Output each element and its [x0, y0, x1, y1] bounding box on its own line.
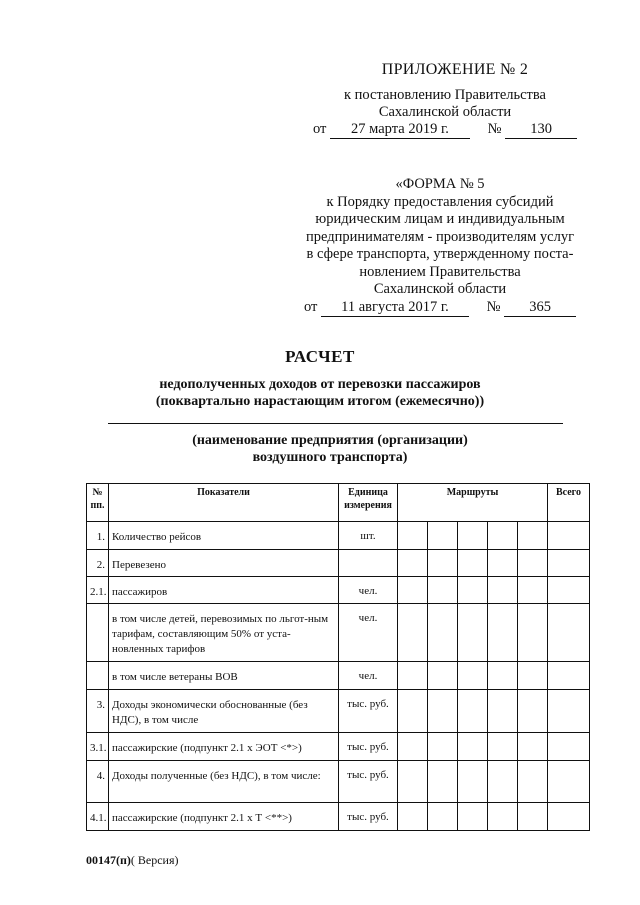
- route-cell: [488, 803, 518, 831]
- route-cell: [518, 522, 548, 550]
- row-unit: тыс. руб.: [339, 761, 398, 803]
- route-cell: [488, 690, 518, 733]
- route-cell: [488, 550, 518, 577]
- row-name: пассажирские (подпункт 2.1 х Т <**>): [109, 803, 339, 831]
- form-line: юридическим лицам и индивидуальным: [315, 211, 565, 227]
- document-code: [86, 853, 179, 868]
- decree-reference: [300, 87, 590, 139]
- route-cell: [518, 761, 548, 803]
- table-row: [87, 662, 590, 690]
- form-date: 11 августа 2017 г.: [321, 299, 469, 317]
- row-num: [87, 604, 109, 662]
- route-cell: [458, 690, 488, 733]
- row-name: пассажиров: [109, 577, 339, 604]
- row-unit: тыс. руб.: [339, 803, 398, 831]
- route-cell: [428, 690, 458, 733]
- route-cell: [398, 803, 428, 831]
- route-cell: [428, 733, 458, 761]
- route-cell: [398, 733, 428, 761]
- form-dateline: [290, 299, 590, 317]
- route-cell: [488, 761, 518, 803]
- total-cell: [548, 690, 590, 733]
- row-name: в том числе детей, перевозимых по льгот-ным тарифам, составляющим 50% от уста-новленных тарифов: [109, 604, 339, 662]
- route-cell: [458, 550, 488, 577]
- route-cell: [488, 577, 518, 604]
- total-cell: [548, 761, 590, 803]
- row-num: 4.1.: [87, 803, 109, 831]
- footer-code: 00147(п): [86, 853, 131, 867]
- row-num: 2.1.: [87, 577, 109, 604]
- row-unit: шт.: [339, 522, 398, 550]
- route-cell: [458, 662, 488, 690]
- route-cell: [518, 690, 548, 733]
- document-subtitle: [100, 376, 540, 410]
- route-cell: [488, 662, 518, 690]
- header-routes: Маршруты: [398, 484, 548, 522]
- route-cell: [458, 522, 488, 550]
- table-row: [87, 522, 590, 550]
- calculation-table: [86, 483, 590, 831]
- route-cell: [398, 550, 428, 577]
- decree-number: 130: [505, 121, 577, 139]
- route-cell: [428, 662, 458, 690]
- route-cell: [518, 733, 548, 761]
- date-label: от: [303, 298, 318, 315]
- route-cell: [518, 550, 548, 577]
- table-row: [87, 733, 590, 761]
- total-cell: [548, 577, 590, 604]
- route-cell: [458, 761, 488, 803]
- row-unit: чел.: [339, 577, 398, 604]
- route-cell: [398, 577, 428, 604]
- decree-date: 27 марта 2019 г.: [330, 121, 470, 139]
- subtitle-line2: (поквартально нарастающим итогом (ежемесячно)): [155, 394, 485, 409]
- row-num: 2.: [87, 550, 109, 577]
- header-num: № пп.: [87, 484, 109, 522]
- table-row: [87, 803, 590, 831]
- table-row: [87, 761, 590, 803]
- total-cell: [548, 604, 590, 662]
- route-cell: [518, 662, 548, 690]
- number-label: №: [486, 298, 501, 315]
- route-cell: [428, 761, 458, 803]
- row-num: 3.1.: [87, 733, 109, 761]
- table-row: [87, 577, 590, 604]
- total-cell: [548, 550, 590, 577]
- row-name: в том числе ветераны ВОВ: [109, 662, 339, 690]
- row-name: Количество рейсов: [109, 522, 339, 550]
- route-cell: [398, 690, 428, 733]
- date-label: от: [312, 121, 327, 137]
- row-num: 3.: [87, 690, 109, 733]
- route-cell: [488, 604, 518, 662]
- header-indicator: Показатели: [109, 484, 339, 522]
- header-unit: Единица измерения: [339, 484, 398, 522]
- route-cell: [428, 550, 458, 577]
- route-cell: [518, 803, 548, 831]
- appendix-title: ПРИЛОЖЕНИЕ № 2: [381, 61, 529, 78]
- total-cell: [548, 662, 590, 690]
- row-name: пассажирские (подпункт 2.1 х ЭОТ <*>): [109, 733, 339, 761]
- row-num: [87, 662, 109, 690]
- route-cell: [398, 522, 428, 550]
- row-unit: тыс. руб.: [339, 690, 398, 733]
- route-cell: [488, 522, 518, 550]
- row-name: Перевезено: [109, 550, 339, 577]
- route-cell: [518, 604, 548, 662]
- route-cell: [428, 803, 458, 831]
- route-cell: [458, 803, 488, 831]
- row-num: 1.: [87, 522, 109, 550]
- org-caption-line1: (наименование предприятия (организации): [192, 433, 468, 448]
- route-cell: [428, 577, 458, 604]
- form-title: «ФОРМА № 5: [395, 176, 485, 192]
- form-line: новлением Правительства: [359, 263, 521, 280]
- document-title: РАСЧЕТ: [285, 347, 355, 366]
- route-cell: [458, 733, 488, 761]
- table-row: [87, 690, 590, 733]
- total-cell: [548, 803, 590, 831]
- route-cell: [398, 662, 428, 690]
- number-label: №: [487, 121, 502, 137]
- route-cell: [398, 761, 428, 803]
- table-row: [87, 604, 590, 662]
- form-reference: [290, 176, 590, 317]
- route-cell: [428, 604, 458, 662]
- row-unit: чел.: [339, 662, 398, 690]
- table-header-row: [87, 484, 590, 522]
- form-line: к Порядку предоставления субсидий: [326, 193, 554, 210]
- route-cell: [458, 604, 488, 662]
- form-line: в сфере транспорта, утвержденному поста-: [306, 246, 574, 262]
- decree-dateline: [300, 121, 590, 139]
- form-line: предпринимателям - производителям услуг: [305, 228, 575, 245]
- footer-version: ( Версия): [130, 853, 179, 867]
- route-cell: [488, 733, 518, 761]
- row-num: 4.: [87, 761, 109, 803]
- decree-ref-line2: Сахалинской области: [378, 104, 512, 120]
- route-cell: [518, 577, 548, 604]
- row-unit: [339, 550, 398, 577]
- header-total: Всего: [548, 484, 590, 522]
- organization-caption: [120, 432, 540, 466]
- form-number: 365: [504, 299, 576, 317]
- route-cell: [398, 604, 428, 662]
- org-caption-line2: воздушного транспорта): [252, 450, 408, 465]
- total-cell: [548, 522, 590, 550]
- form-line: Сахалинской области: [373, 281, 507, 297]
- route-cell: [428, 522, 458, 550]
- row-unit: тыс. руб.: [339, 733, 398, 761]
- total-cell: [548, 733, 590, 761]
- row-unit: чел.: [339, 604, 398, 662]
- subtitle-line1: недополученных доходов от перевозки пассажиров: [159, 377, 481, 392]
- decree-ref-line1: к постановлению Правительства: [344, 87, 546, 103]
- route-cell: [458, 577, 488, 604]
- table-row: [87, 550, 590, 577]
- organization-name-line: [108, 423, 563, 424]
- row-name: Доходы экономически обоснованные (без НДС), в том числе: [109, 690, 339, 733]
- row-name: Доходы полученные (без НДС), в том числе:: [109, 761, 339, 803]
